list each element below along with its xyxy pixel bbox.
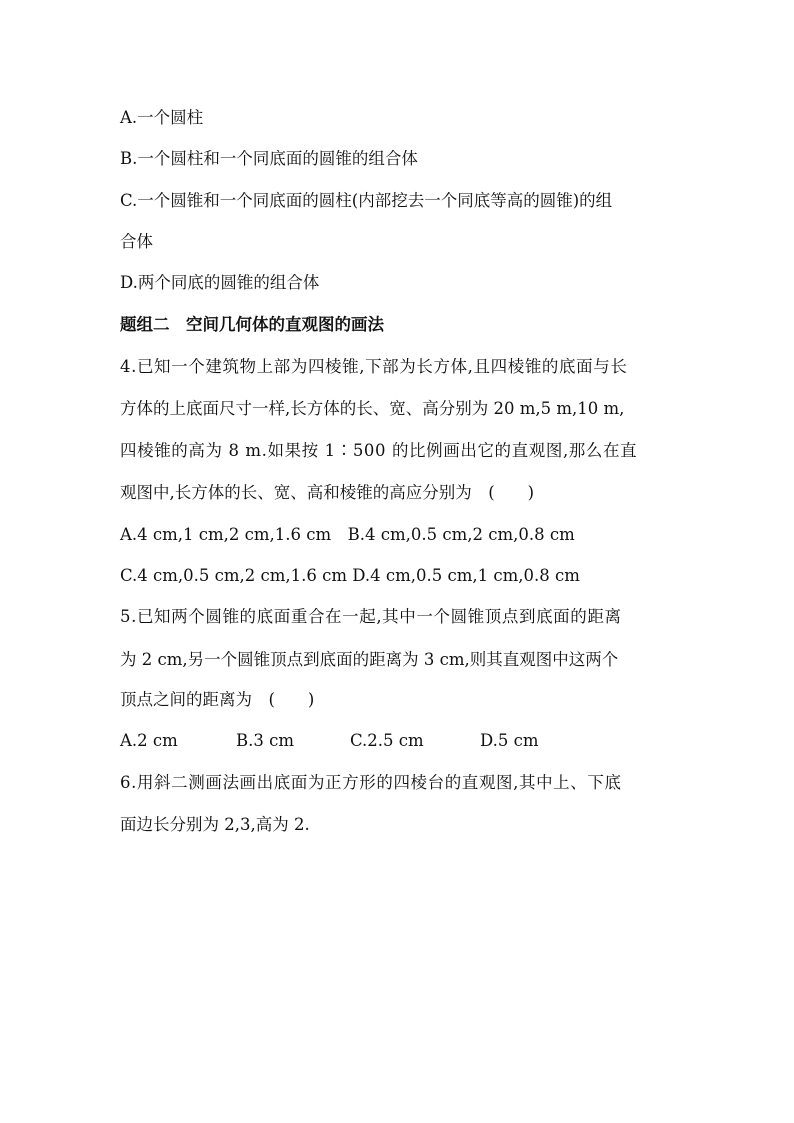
q4-line3: 四棱锥的高为 8 m.如果按 1∶500 的比例画出它的直观图,那么在直 — [120, 441, 638, 460]
q3-option-d: D.两个同底的圆锥的组合体 — [120, 273, 320, 292]
q5-option-b: B.3 cm — [236, 731, 294, 750]
q4-line1: 4.已知一个建筑物上部为四棱锥,下部为长方体,且四棱锥的底面与长 — [120, 357, 628, 376]
q5-option-c: C.2.5 cm — [350, 731, 424, 750]
q5-line2: 为 2 cm,另一个圆锥顶点到底面的距离为 3 cm,则其直观图中这两个 — [120, 650, 619, 669]
q3-option-a: A.一个圆柱 — [120, 108, 204, 127]
q3-option-c-line2: 合体 — [120, 232, 153, 251]
q5-option-a: A.2 cm — [120, 731, 178, 750]
q3-option-b: B.一个圆柱和一个同底面的圆锥的组合体 — [120, 149, 418, 168]
q5-line1: 5.已知两个圆锥的底面重合在一起,其中一个圆锥顶点到底面的距离 — [120, 607, 622, 626]
q4-options-ab: A.4 cm,1 cm,2 cm,1.6 cm B.4 cm,0.5 cm,2 cm,0.8 cm — [120, 525, 575, 544]
q6-line2: 面边长分别为 2,3,高为 2. — [120, 815, 310, 834]
q6-line1: 6.用斜二测画法画出底面为正方形的四棱台的直观图,其中上、下底 — [120, 773, 622, 792]
q4-line2: 方体的上底面尺寸一样,长方体的长、宽、高分别为 20 m,5 m,10 m, — [120, 399, 625, 418]
section-title: 题组二 空间几何体的直观图的画法 — [120, 315, 384, 334]
q4-line4: 观图中,长方体的长、宽、高和棱锥的高应分别为 ( ) — [120, 483, 535, 502]
q5-line3: 顶点之间的距离为 ( ) — [120, 690, 315, 709]
q4-options-cd: C.4 cm,0.5 cm,2 cm,1.6 cm D.4 cm,0.5 cm,1 cm,0.8 cm — [120, 566, 580, 585]
q3-option-c-line1: C.一个圆锥和一个同底面的圆柱(内部挖去一个同底等高的圆锥)的组 — [120, 191, 613, 210]
q5-option-d: D.5 cm — [480, 731, 539, 750]
